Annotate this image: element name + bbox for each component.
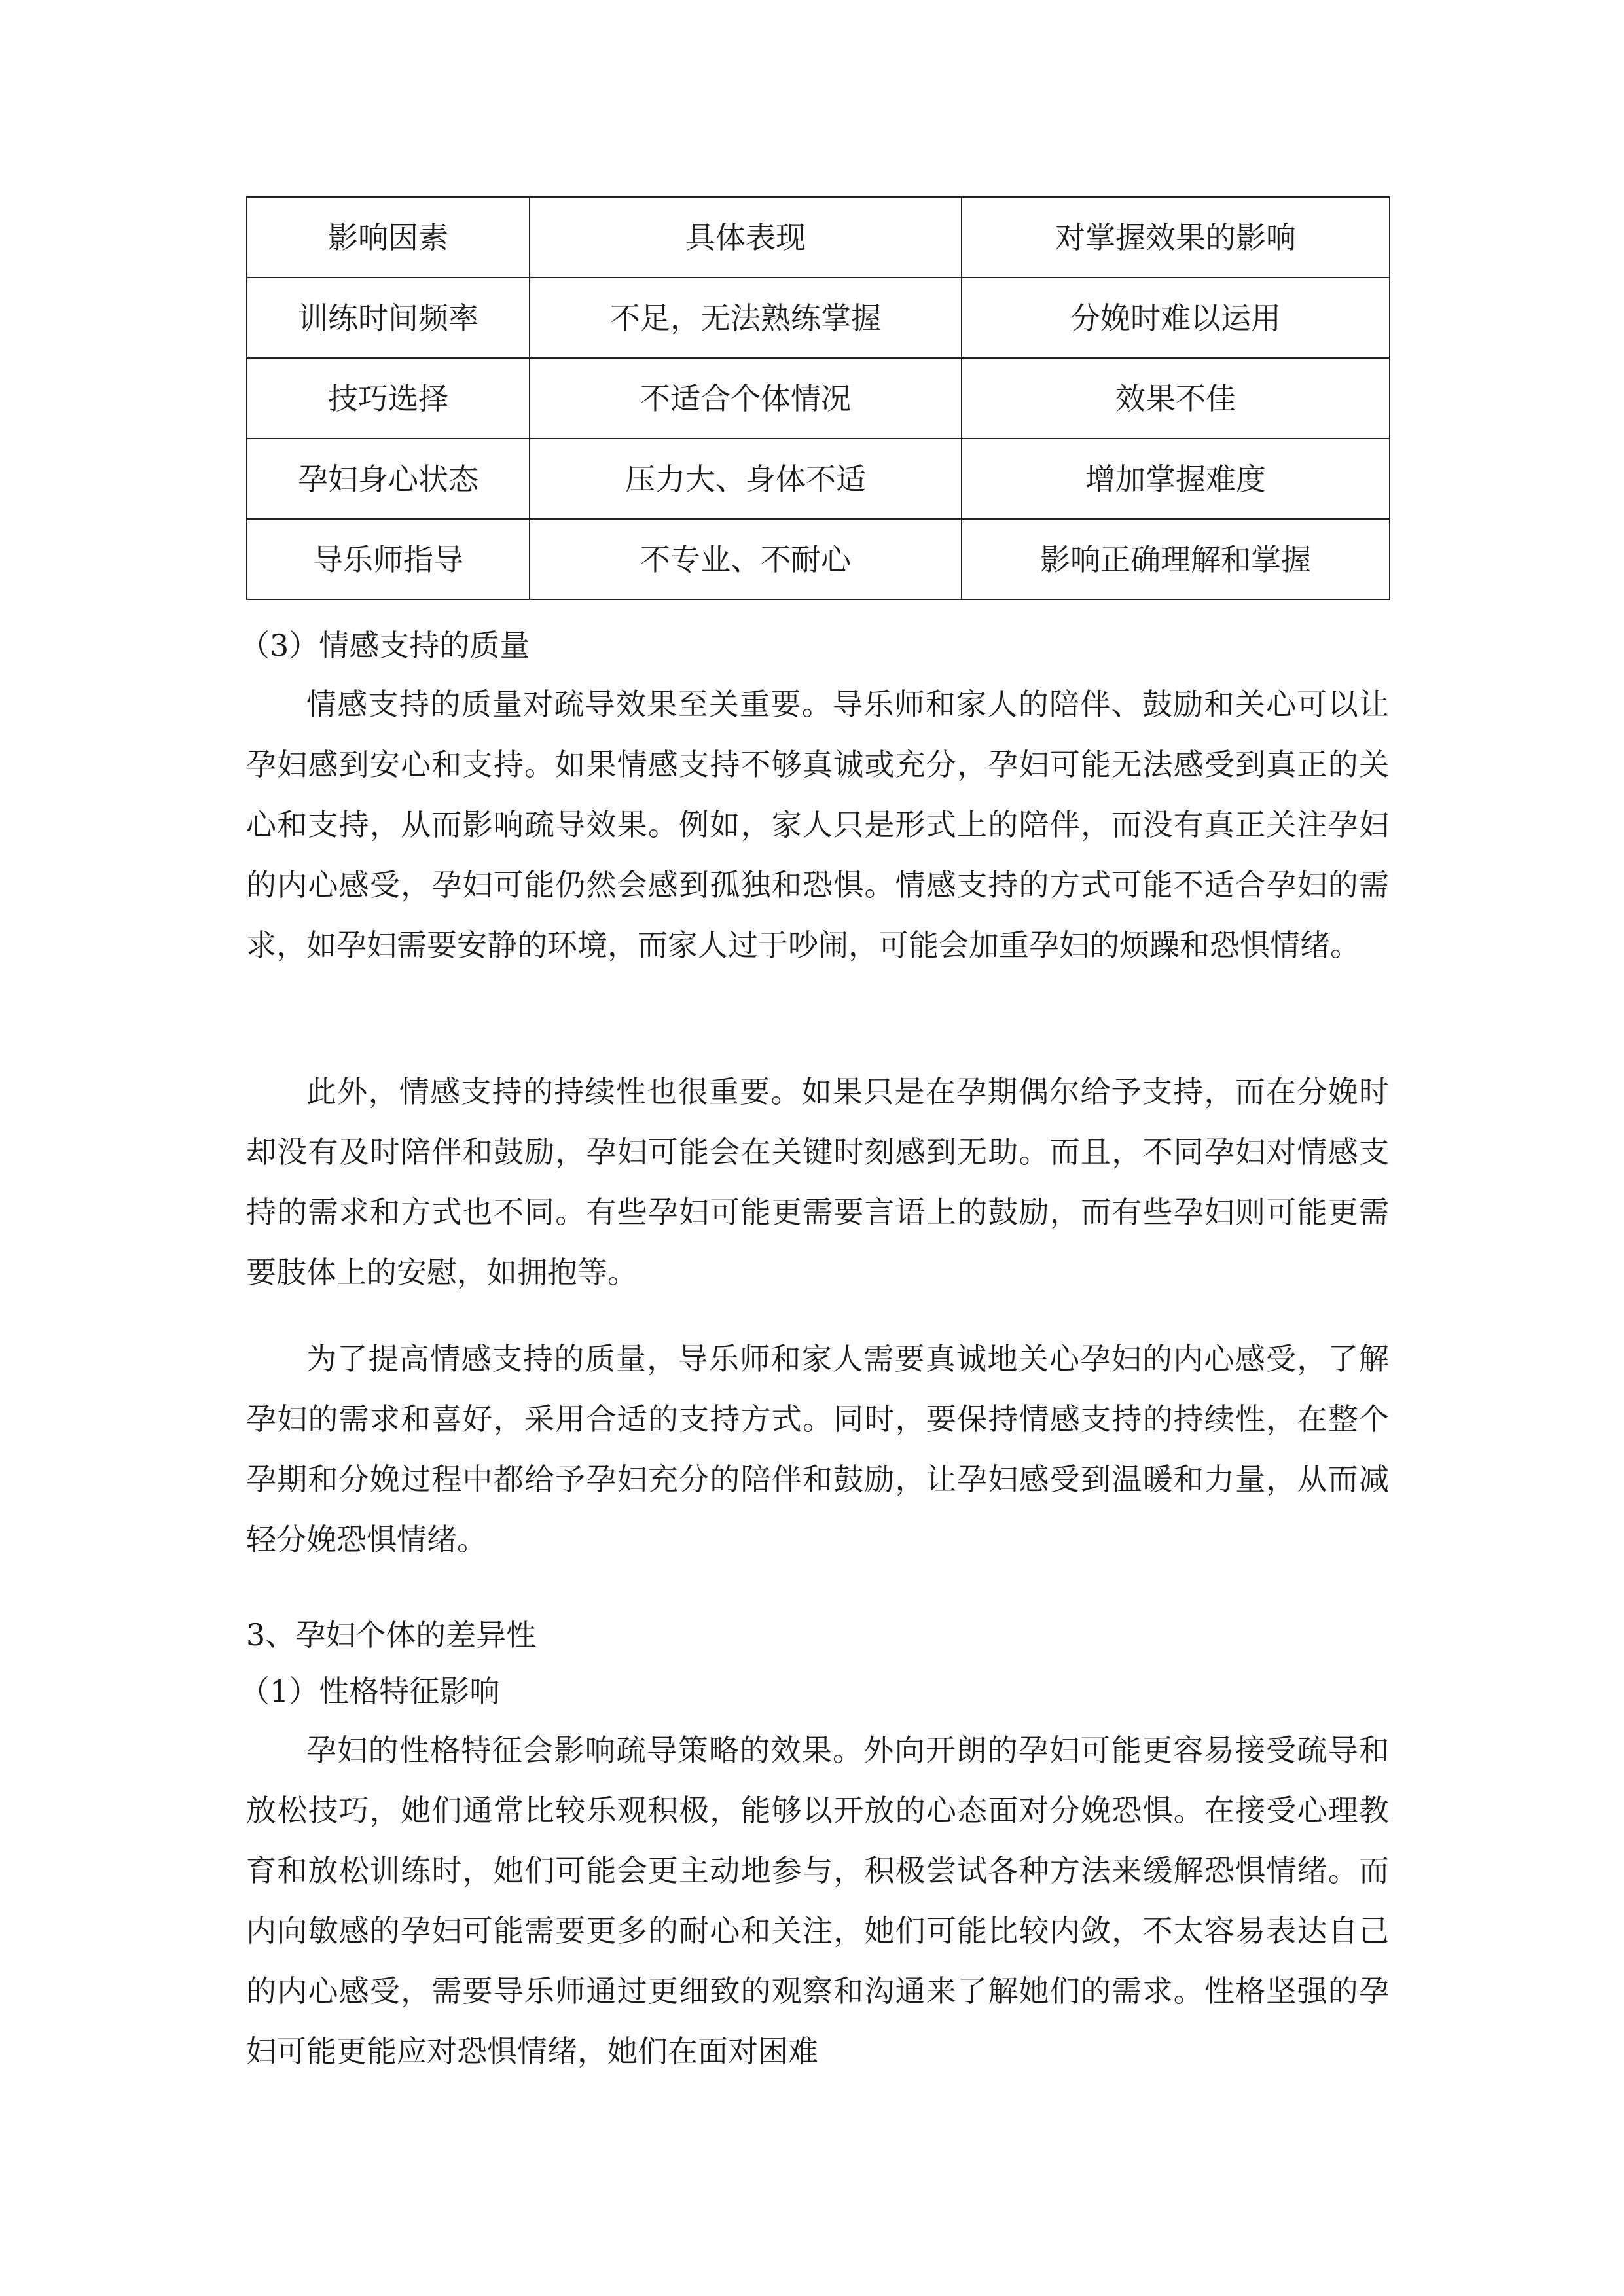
- table-cell: 不足，无法熟练掌握: [530, 278, 962, 358]
- table-cell: 孕妇身心状态: [247, 439, 530, 519]
- table-cell: 影响正确理解和掌握: [962, 519, 1390, 600]
- section-heading: 3、孕妇个体的差异性: [246, 1617, 537, 1653]
- body-paragraph: 孕妇的性格特征会影响疏导策略的效果。外向开朗的孕妇可能更容易接受疏导和放松技巧，她们通常比较乐观积极，能够以开放的心态面对分娩恐惧。在接受心理教育和放松训练时，她们可能会更主动地参与，积极尝试各种方法来缓解恐惧情绪。而内向敏感的孕妇可能需要更多的耐心和关注，她们可能比较内敛，不太容易表达自己的内心感受，需要导乐师通过更细致的观察和沟通来了解她们的需求。性格坚强的孕妇可能更能应对恐惧情绪，她们在面对困难: [246, 1732, 1389, 2069]
- table-header-cell: 影响因素: [247, 197, 530, 278]
- table-cell: 分娩时难以运用: [962, 278, 1390, 358]
- section-3-3-paragraph-3: [246, 1329, 1389, 1570]
- section-3-3-heading-block: [240, 626, 1382, 665]
- section-3-3-paragraph-1: [246, 674, 1389, 975]
- influence-factors-table: [246, 196, 1390, 600]
- table-row: [247, 439, 1390, 519]
- table-header-cell: 对掌握效果的影响: [962, 197, 1390, 278]
- sub-section-heading: （1）性格特征影响: [240, 1674, 500, 1709]
- table-cell: 增加掌握难度: [962, 439, 1390, 519]
- table-row: [247, 358, 1390, 439]
- table-cell: 不适合个体情况: [530, 358, 962, 439]
- table-cell: 不专业、不耐心: [530, 519, 962, 600]
- section-3-3-paragraph-2: [246, 1062, 1389, 1302]
- section-3-heading-block: [246, 1615, 1389, 1655]
- body-paragraph: 情感支持的质量对疏导效果至关重要。导乐师和家人的陪伴、鼓励和关心可以让孕妇感到安心和支持。如果情感支持不够真诚或充分，孕妇可能无法感受到真正的关心和支持，从而影响疏导效果。例如，家人只是形式上的陪伴，而没有真正关注孕妇的内心感受，孕妇可能仍然会感到孤独和恐惧。情感支持的方式可能不适合孕妇的需求，如孕妇需要安静的环境，而家人过于吵闹，可能会加重孕妇的烦躁和恐惧情绪。: [246, 687, 1389, 963]
- body-paragraph: 此外，情感支持的持续性也很重要。如果只是在孕期偶尔给予支持，而在分娩时却没有及时陪伴和鼓励，孕妇可能会在关键时刻感到无助。而且，不同孕妇对情感支持的需求和方式也不同。有些孕妇可能更需要言语上的鼓励，而有些孕妇则可能更需要肢体上的安慰，如拥抱等。: [246, 1074, 1389, 1290]
- section-3-1-paragraph: [246, 1720, 1389, 2081]
- body-paragraph: 为了提高情感支持的质量，导乐师和家人需要真诚地关心孕妇的内心感受，了解孕妇的需求和喜好，采用合适的支持方式。同时，要保持情感支持的持续性，在整个孕期和分娩过程中都给予孕妇充分的陪伴和鼓励，让孕妇感受到温暖和力量，从而减轻分娩恐惧情绪。: [246, 1341, 1389, 1557]
- table-cell: 导乐师指导: [247, 519, 530, 600]
- table-cell: 压力大、身体不适: [530, 439, 962, 519]
- table-header-row: [247, 197, 1390, 278]
- section-heading: （3）情感支持的质量: [240, 628, 530, 663]
- table-row: [247, 519, 1390, 600]
- section-3-1-heading-block: [240, 1672, 1382, 1711]
- table-row: [247, 278, 1390, 358]
- table-cell: 效果不佳: [962, 358, 1390, 439]
- table-cell: 技巧选择: [247, 358, 530, 439]
- table-header-cell: 具体表现: [530, 197, 962, 278]
- table-cell: 训练时间频率: [247, 278, 530, 358]
